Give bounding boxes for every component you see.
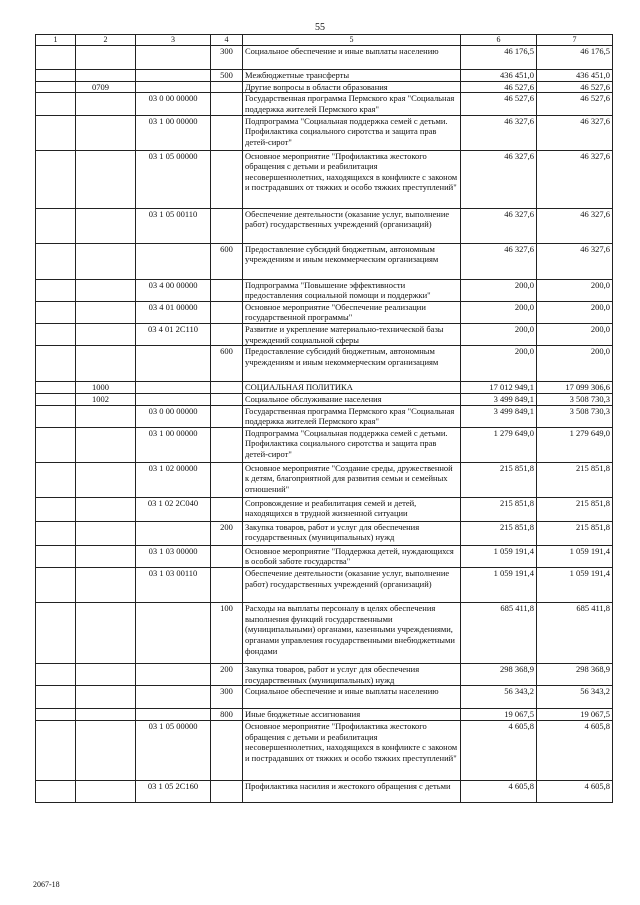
cell-col-1 [36, 521, 76, 545]
table-row [36, 664, 613, 686]
table-body [36, 46, 613, 803]
cell-amount-year-1: 215 851,8 [461, 497, 537, 521]
cell-description: Подпрограмма "Социальная поддержка семей с детьми. Профилактика социального сиротства и защита прав детей-сирот" [243, 115, 461, 150]
cell-col-1 [36, 720, 76, 780]
cell-section-code [76, 497, 136, 521]
cell-expense-type [211, 497, 243, 521]
table-row [36, 346, 613, 382]
cell-amount-year-1: 298 368,9 [461, 664, 537, 686]
column-header: 6 [461, 35, 537, 46]
cell-expense-type [211, 301, 243, 323]
cell-amount-year-1: 215 851,8 [461, 462, 537, 497]
table-row [36, 603, 613, 664]
cell-amount-year-1: 46 176,5 [461, 46, 537, 70]
cell-expense-type [211, 720, 243, 780]
cell-section-code [76, 70, 136, 82]
cell-section-code [76, 462, 136, 497]
cell-target-article: 03 0 00 00000 [136, 93, 211, 115]
cell-expense-type [211, 93, 243, 115]
table-row [36, 686, 613, 709]
cell-col-1 [36, 393, 76, 405]
cell-amount-year-2: 1 279 649,0 [537, 427, 613, 462]
cell-expense-type: 500 [211, 70, 243, 82]
cell-amount-year-2: 19 067,5 [537, 709, 613, 721]
cell-target-article: 03 1 02 2С040 [136, 497, 211, 521]
cell-description: Государственная программа Пермского края "Социальная поддержка жителей Пермского края" [243, 93, 461, 115]
cell-section-code: 1000 [76, 382, 136, 394]
table-row [36, 568, 613, 603]
cell-amount-year-1: 436 451,0 [461, 70, 537, 82]
cell-description: Иные бюджетные ассигнования [243, 709, 461, 721]
cell-col-1 [36, 427, 76, 462]
cell-target-article [136, 70, 211, 82]
cell-amount-year-1: 46 327,6 [461, 208, 537, 243]
cell-expense-type [211, 427, 243, 462]
cell-amount-year-1: 46 527,6 [461, 81, 537, 93]
cell-description: Расходы на выплаты персоналу в целях обеспечения выполнения функций государственными (муниципальными) органами, казенными учреждениями, органами управления государственными внебюджетными фондами [243, 603, 461, 664]
cell-amount-year-1: 3 499 849,1 [461, 393, 537, 405]
cell-description: Социальное обеспечение и иные выплаты населению [243, 686, 461, 709]
table-row [36, 93, 613, 115]
cell-description: Профилактика насилия и жестокого обращения с детьми [243, 780, 461, 802]
cell-description: Предоставление субсидий бюджетным, автономным учреждениям и иным некоммерческим организациям [243, 243, 461, 279]
cell-description: Сопровождение и реабилитация семей и детей, находящихся в трудной жизненной ситуации [243, 497, 461, 521]
cell-description: Другие вопросы в области образования [243, 81, 461, 93]
cell-expense-type [211, 462, 243, 497]
cell-description: Развитие и укрепление материально-технической базы учреждений социальной сферы [243, 324, 461, 346]
cell-amount-year-2: 46 527,6 [537, 81, 613, 93]
cell-amount-year-2: 200,0 [537, 324, 613, 346]
cell-section-code [76, 686, 136, 709]
cell-description: Закупка товаров, работ и услуг для обеспечения государственных (муниципальных) нужд [243, 664, 461, 686]
cell-target-article: 03 1 03 00000 [136, 545, 211, 567]
cell-target-article [136, 393, 211, 405]
cell-expense-type [211, 405, 243, 427]
cell-amount-year-2: 46 176,5 [537, 46, 613, 70]
cell-section-code [76, 427, 136, 462]
table-row [36, 46, 613, 70]
cell-col-1 [36, 324, 76, 346]
table-row [36, 81, 613, 93]
cell-amount-year-2: 200,0 [537, 346, 613, 382]
cell-section-code [76, 301, 136, 323]
cell-target-article: 03 1 05 2С160 [136, 780, 211, 802]
cell-col-1 [36, 115, 76, 150]
cell-expense-type [211, 81, 243, 93]
cell-description: Основное мероприятие "Профилактика жестокого обращения с детьми и реабилитация несовершеннолетних, находящихся в конфликте с законом и пострадавших от тяжких и особо тяжких преступлений" [243, 150, 461, 208]
cell-description: Обеспечение деятельности (оказание услуг, выполнение работ) государственных учреждений (организаций) [243, 568, 461, 603]
cell-amount-year-2: 3 508 730,3 [537, 405, 613, 427]
budget-table [35, 34, 613, 803]
cell-amount-year-2: 56 343,2 [537, 686, 613, 709]
cell-description: Подпрограмма "Социальная поддержка семей с детьми. Профилактика социального сиротства и защита прав детей-сирот" [243, 427, 461, 462]
table-row [36, 243, 613, 279]
cell-amount-year-2: 46 327,6 [537, 243, 613, 279]
cell-col-1 [36, 279, 76, 301]
cell-description: Основное мероприятие "Профилактика жестокого обращения с детьми и реабилитация несовершеннолетних, находящихся в конфликте с законом и пострадавших от тяжких и особо тяжких преступлений" [243, 720, 461, 780]
table-row [36, 780, 613, 802]
cell-amount-year-1: 1 059 191,4 [461, 545, 537, 567]
cell-expense-type: 300 [211, 686, 243, 709]
cell-expense-type [211, 324, 243, 346]
table-row [36, 521, 613, 545]
footer-document-code: 2067-18 [33, 880, 60, 889]
cell-amount-year-2: 3 508 730,3 [537, 393, 613, 405]
cell-amount-year-2: 46 327,6 [537, 115, 613, 150]
cell-amount-year-1: 200,0 [461, 324, 537, 346]
cell-col-1 [36, 603, 76, 664]
table-row [36, 208, 613, 243]
column-header: 2 [76, 35, 136, 46]
cell-expense-type [211, 545, 243, 567]
cell-description: Социальное обеспечение и иные выплаты населению [243, 46, 461, 70]
cell-target-article: 03 1 05 00000 [136, 150, 211, 208]
cell-section-code [76, 346, 136, 382]
table-row [36, 70, 613, 82]
column-header: 3 [136, 35, 211, 46]
table-row [36, 150, 613, 208]
cell-section-code [76, 780, 136, 802]
cell-col-1 [36, 81, 76, 93]
cell-amount-year-2: 46 527,6 [537, 93, 613, 115]
cell-amount-year-1: 4 605,8 [461, 780, 537, 802]
cell-section-code [76, 405, 136, 427]
cell-description: Межбюджетные трансферты [243, 70, 461, 82]
cell-target-article: 03 4 01 2С110 [136, 324, 211, 346]
cell-col-1 [36, 709, 76, 721]
cell-amount-year-2: 4 605,8 [537, 780, 613, 802]
cell-col-1 [36, 780, 76, 802]
cell-target-article: 03 1 05 00000 [136, 720, 211, 780]
cell-expense-type: 800 [211, 709, 243, 721]
cell-amount-year-2: 215 851,8 [537, 521, 613, 545]
cell-amount-year-2: 1 059 191,4 [537, 545, 613, 567]
cell-col-1 [36, 346, 76, 382]
cell-section-code [76, 93, 136, 115]
cell-section-code [76, 208, 136, 243]
cell-amount-year-1: 56 343,2 [461, 686, 537, 709]
cell-col-1 [36, 664, 76, 686]
column-header: 1 [36, 35, 76, 46]
cell-amount-year-1: 200,0 [461, 346, 537, 382]
cell-expense-type [211, 115, 243, 150]
cell-section-code [76, 279, 136, 301]
column-number-row [36, 35, 613, 46]
cell-target-article: 03 4 01 00000 [136, 301, 211, 323]
cell-amount-year-1: 46 327,6 [461, 150, 537, 208]
cell-expense-type [211, 382, 243, 394]
cell-target-article [136, 686, 211, 709]
cell-section-code [76, 709, 136, 721]
cell-amount-year-1: 46 327,6 [461, 115, 537, 150]
cell-description: Основное мероприятие "Поддержка детей, нуждающихся в особой заботе государства" [243, 545, 461, 567]
cell-col-1 [36, 686, 76, 709]
cell-amount-year-2: 200,0 [537, 279, 613, 301]
cell-col-1 [36, 405, 76, 427]
cell-target-article [136, 46, 211, 70]
cell-section-code [76, 664, 136, 686]
cell-expense-type: 600 [211, 346, 243, 382]
cell-description: Закупка товаров, работ и услуг для обеспечения государственных (муниципальных) нужд [243, 521, 461, 545]
cell-col-1 [36, 46, 76, 70]
cell-target-article [136, 521, 211, 545]
cell-col-1 [36, 93, 76, 115]
table-row [36, 324, 613, 346]
cell-target-article: 03 1 00 00000 [136, 115, 211, 150]
cell-expense-type: 300 [211, 46, 243, 70]
cell-description: Государственная программа Пермского края "Социальная поддержка жителей Пермского края" [243, 405, 461, 427]
cell-target-article: 03 1 00 00000 [136, 427, 211, 462]
page-number: 55 [315, 22, 325, 33]
cell-amount-year-2: 298 368,9 [537, 664, 613, 686]
cell-target-article [136, 664, 211, 686]
cell-col-1 [36, 568, 76, 603]
table-row [36, 301, 613, 323]
cell-target-article [136, 81, 211, 93]
cell-description: Социальное обслуживание населения [243, 393, 461, 405]
cell-section-code [76, 46, 136, 70]
cell-expense-type [211, 150, 243, 208]
cell-description: Основное мероприятие "Создание среды, дружественной к детям, благоприятной для развития семьи и семейных отношений" [243, 462, 461, 497]
cell-amount-year-1: 200,0 [461, 301, 537, 323]
cell-amount-year-1: 1 059 191,4 [461, 568, 537, 603]
cell-col-1 [36, 545, 76, 567]
cell-section-code [76, 521, 136, 545]
cell-section-code [76, 568, 136, 603]
cell-section-code [76, 720, 136, 780]
column-header: 5 [243, 35, 461, 46]
cell-amount-year-2: 685 411,8 [537, 603, 613, 664]
cell-expense-type: 200 [211, 664, 243, 686]
cell-expense-type: 600 [211, 243, 243, 279]
cell-description: Обеспечение деятельности (оказание услуг, выполнение работ) государственных учреждений (организаций) [243, 208, 461, 243]
cell-target-article [136, 709, 211, 721]
cell-expense-type [211, 393, 243, 405]
cell-amount-year-1: 200,0 [461, 279, 537, 301]
cell-amount-year-2: 17 099 306,6 [537, 382, 613, 394]
cell-section-code [76, 243, 136, 279]
cell-target-article [136, 346, 211, 382]
cell-amount-year-1: 4 605,8 [461, 720, 537, 780]
column-header: 4 [211, 35, 243, 46]
cell-amount-year-1: 19 067,5 [461, 709, 537, 721]
cell-section-code [76, 545, 136, 567]
table-row [36, 720, 613, 780]
cell-target-article: 03 0 00 00000 [136, 405, 211, 427]
cell-col-1 [36, 70, 76, 82]
cell-amount-year-1: 215 851,8 [461, 521, 537, 545]
cell-amount-year-2: 215 851,8 [537, 462, 613, 497]
cell-section-code [76, 150, 136, 208]
table-row [36, 405, 613, 427]
cell-description: Подпрограмма "Повышение эффективности предоставления социальной помощи и поддержки" [243, 279, 461, 301]
cell-section-code: 0709 [76, 81, 136, 93]
cell-expense-type: 100 [211, 603, 243, 664]
column-header: 7 [537, 35, 613, 46]
cell-target-article: 03 1 02 00000 [136, 462, 211, 497]
cell-amount-year-1: 17 012 949,1 [461, 382, 537, 394]
cell-amount-year-2: 46 327,6 [537, 208, 613, 243]
cell-description: Предоставление субсидий бюджетным, автономным учреждениям и иным некоммерческим организациям [243, 346, 461, 382]
cell-target-article [136, 243, 211, 279]
cell-section-code [76, 115, 136, 150]
cell-col-1 [36, 301, 76, 323]
table-row [36, 382, 613, 394]
table-row [36, 709, 613, 721]
cell-amount-year-2: 200,0 [537, 301, 613, 323]
cell-target-article: 03 1 03 00110 [136, 568, 211, 603]
table-row [36, 545, 613, 567]
cell-col-1 [36, 208, 76, 243]
cell-amount-year-1: 3 499 849,1 [461, 405, 537, 427]
cell-target-article: 03 1 05 00110 [136, 208, 211, 243]
cell-amount-year-2: 436 451,0 [537, 70, 613, 82]
cell-col-1 [36, 382, 76, 394]
cell-expense-type [211, 780, 243, 802]
cell-amount-year-2: 46 327,6 [537, 150, 613, 208]
cell-amount-year-1: 46 327,6 [461, 243, 537, 279]
cell-amount-year-1: 1 279 649,0 [461, 427, 537, 462]
cell-amount-year-2: 4 605,8 [537, 720, 613, 780]
cell-section-code: 1002 [76, 393, 136, 405]
cell-expense-type [211, 208, 243, 243]
cell-amount-year-1: 46 527,6 [461, 93, 537, 115]
cell-amount-year-1: 685 411,8 [461, 603, 537, 664]
cell-target-article: 03 4 00 00000 [136, 279, 211, 301]
cell-target-article [136, 603, 211, 664]
cell-section-code [76, 603, 136, 664]
cell-col-1 [36, 243, 76, 279]
cell-col-1 [36, 462, 76, 497]
cell-expense-type: 200 [211, 521, 243, 545]
table-row [36, 427, 613, 462]
table-row [36, 497, 613, 521]
cell-amount-year-2: 1 059 191,4 [537, 568, 613, 603]
table-row [36, 279, 613, 301]
cell-col-1 [36, 150, 76, 208]
cell-amount-year-2: 215 851,8 [537, 497, 613, 521]
cell-target-article [136, 382, 211, 394]
cell-expense-type [211, 279, 243, 301]
cell-col-1 [36, 497, 76, 521]
cell-section-code [76, 324, 136, 346]
table-row [36, 115, 613, 150]
cell-expense-type [211, 568, 243, 603]
cell-description: СОЦИАЛЬНАЯ ПОЛИТИКА [243, 382, 461, 394]
cell-description: Основное мероприятие "Обеспечение реализации государственной программы" [243, 301, 461, 323]
table-row [36, 393, 613, 405]
table-row [36, 462, 613, 497]
